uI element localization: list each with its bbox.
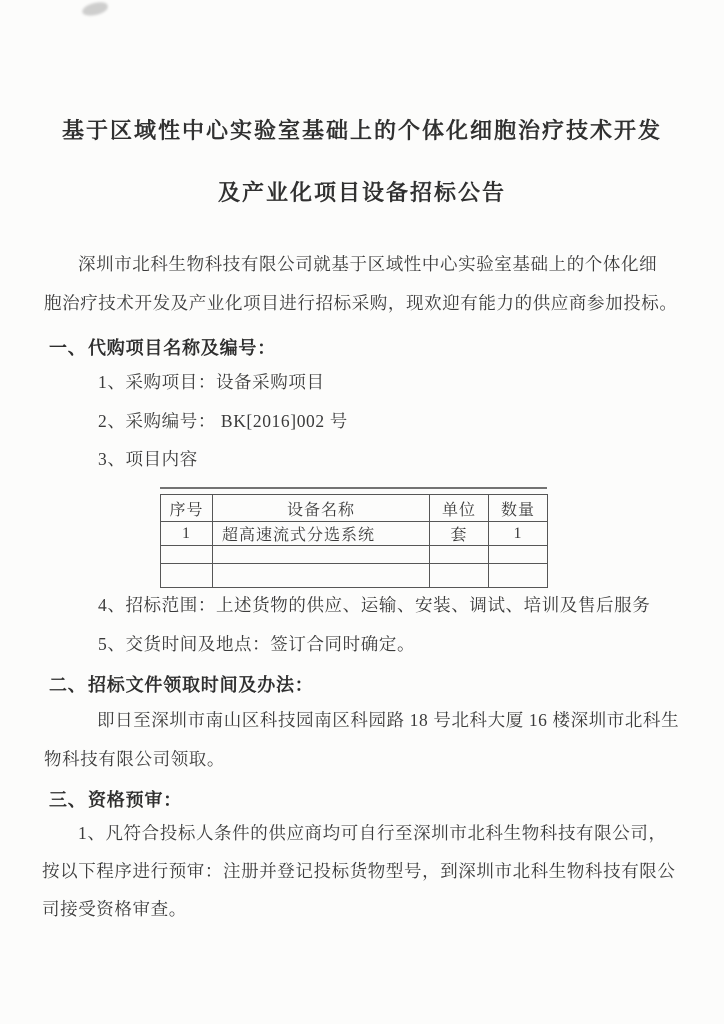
section-1-item-1: 1、采购项目：设备采购项目 xyxy=(98,372,325,392)
section-3-number: 三、 xyxy=(49,790,87,810)
table-header-device-name: 设备名称 xyxy=(213,495,430,522)
table-cell-empty xyxy=(489,546,548,564)
table-cell-seq: 1 xyxy=(161,522,213,546)
table-cell-device-name: 超高速流式分选系统 xyxy=(213,522,430,546)
intro-paragraph-line-2: 胞治疗技术开发及产业化项目进行招标采购，现欢迎有能力的供应商参加投标。 xyxy=(44,293,678,313)
table-cell-empty xyxy=(213,546,430,564)
intro-paragraph-line-1: 深圳市北科生物科技有限公司就基于区域性中心实验室基础上的个体化细 xyxy=(78,254,658,274)
table-cell-empty xyxy=(161,564,213,588)
document-title-line-1: 基于区域性中心实验室基础上的个体化细胞治疗技术开发 xyxy=(61,118,662,143)
section-3-body-line-2: 按以下程序进行预审：注册并登记投标货物型号，到深圳市北科生物科技有限公 xyxy=(42,861,676,881)
table-top-rule xyxy=(160,487,547,489)
section-1-heading-text: 代购项目名称及编号： xyxy=(88,338,276,358)
table-cell-empty xyxy=(430,564,489,588)
table-header-quantity: 数量 xyxy=(489,495,548,522)
table-header-row xyxy=(161,495,548,522)
section-1-item-5: 5、交货时间及地点：签订合同时确定。 xyxy=(98,634,416,654)
table-header-seq: 序号 xyxy=(161,495,213,522)
section-3-heading-text: 资格预审： xyxy=(88,790,182,810)
section-1-item-3: 3、项目内容 xyxy=(98,449,198,469)
section-1-item-4: 4、招标范围：上述货物的供应、运输、安装、调试、培训及售后服务 xyxy=(98,595,651,615)
section-3-body-line-1: 1、凡符合投标人条件的供应商均可自行至深圳市北科生物科技有限公司， xyxy=(78,823,667,843)
section-2-heading-text: 招标文件领取时间及办法： xyxy=(88,675,314,695)
section-3-heading xyxy=(49,786,182,812)
table-cell-empty xyxy=(213,564,430,588)
table-cell-empty xyxy=(430,546,489,564)
table-cell-empty xyxy=(161,546,213,564)
table-row xyxy=(161,522,548,546)
equipment-table xyxy=(160,494,548,588)
section-1-item-2: 2、采购编号： BK[2016]002 号 xyxy=(98,411,348,431)
section-1-heading xyxy=(49,334,276,360)
scan-ink-smudge xyxy=(81,1,109,17)
table-row xyxy=(161,546,548,564)
section-1-number: 一、 xyxy=(49,338,87,358)
section-2-heading xyxy=(49,671,314,697)
table-header-unit: 单位 xyxy=(430,495,489,522)
section-2-body-line-1: 即日至深圳市南山区科技园南区科园路 18 号北科大厦 16 楼深圳市北科生 xyxy=(97,710,680,730)
document-title-line-2: 及产业化项目设备招标公告 xyxy=(217,180,506,205)
section-3-body-line-3: 司接受资格审查。 xyxy=(42,899,187,919)
section-2-number: 二、 xyxy=(49,675,87,695)
table-row xyxy=(161,564,548,588)
table-cell-unit: 套 xyxy=(430,522,489,546)
section-2-body-line-2: 物科技有限公司领取。 xyxy=(44,749,225,769)
table-cell-empty xyxy=(489,564,548,588)
table-cell-quantity: 1 xyxy=(489,522,548,546)
